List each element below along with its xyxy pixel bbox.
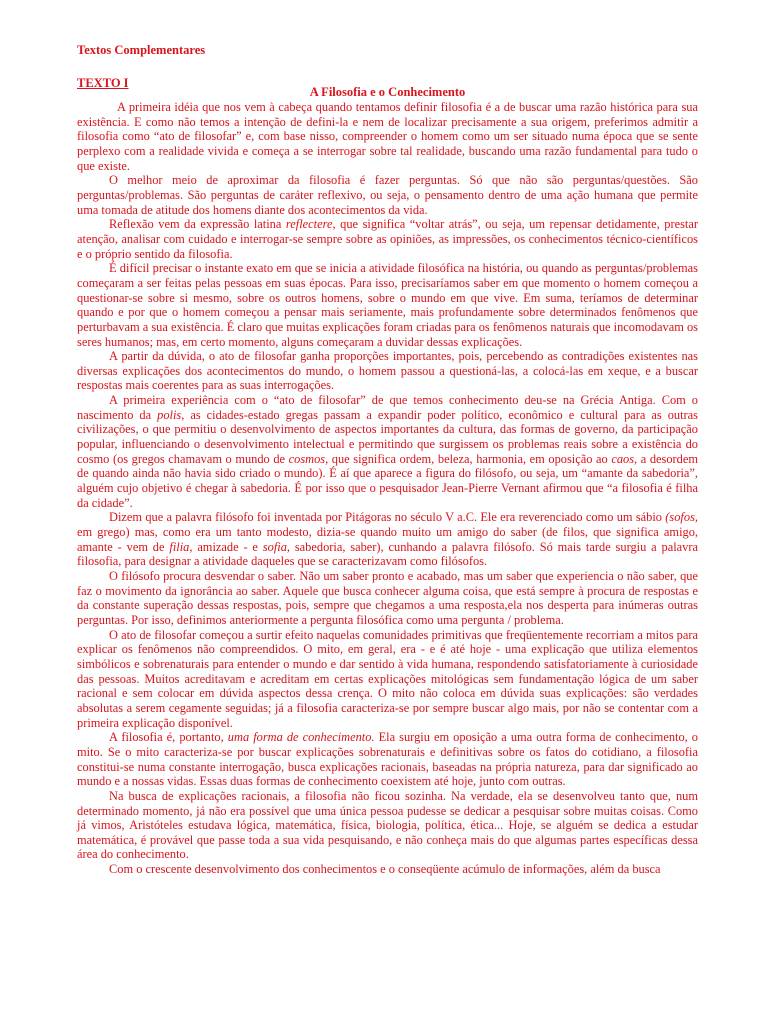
document-heading: Textos Complementares (77, 43, 206, 57)
text-run: Reflexão vem da expressão latina (109, 217, 286, 232)
article-body (77, 100, 698, 877)
text-run: , que significa “voltar atrás”, ou seja, um repensar detidamente, prestar atenção, analisar com cuidado e interrogar-se sempre sobre as opiniões, as impressões, os conhecimentos técnico-científicos e o próprio sentido da filosofia. (77, 217, 698, 261)
italic-term: sofia, (262, 539, 290, 554)
paragraph (77, 730, 698, 789)
text-run: O filósofo procura desvendar o saber. Não um saber pronto e acabado, mas um saber que experiencia o não saber, que faz o movimento da ignorância ao saber. Aquele que busca conhecer alguma coisa, que está sempre à procura de respostas e da constante superação dessas respostas, pois, sempre que chegamos a uma resposta,ela nos desperta para inúmeras outras perguntas. Por isso, definimos anteriormente a pergunta filosófica como uma pergunta / problema. (77, 569, 698, 627)
italic-term: reflectere (285, 217, 333, 232)
paragraph (77, 349, 698, 393)
italic-term: cosmos (288, 451, 326, 466)
text-run: O melhor meio de aproximar da filosofia é fazer perguntas. Só que não são perguntas/questões. São perguntas/problemas. São perguntas de caráter reflexivo, ou seja, o pensamento dentro de uma ação humana que permite uma tomada de atitude dos homens diante dos acontecimentos da vida. (77, 173, 698, 217)
paragraph (77, 393, 698, 510)
paragraph (77, 261, 698, 349)
italic-term: (sofos (665, 510, 695, 525)
paragraph (77, 173, 698, 217)
text-run: , que significa ordem, beleza, harmonia, em oposição ao (325, 451, 612, 466)
paragraph (77, 510, 698, 569)
article-title: A Filosofia e o Conhecimento (309, 85, 466, 99)
text-run: A primeira experiência com o “ato de filosofar” de que temos conhecimento deu-se na Grécia Antiga. Com o nascimento da (77, 393, 698, 422)
italic-term: filia, (169, 539, 193, 554)
text-run: Ela surgiu em oposição a uma outra forma de conhecimento, o mito. Se o mito caracteriza-se por buscar explicações sobrenaturais e definitivas sobre os fatos do cotidiano, a filosofia constitui-se numa constante interrogação, busca explicações racionais, baseadas na própria natureza, para dar significado ao mundo e a nossas vidas. Essas duas formas de conhecimento coexistem até hoje, junto com outras. (77, 730, 699, 789)
italic-term: uma forma de conhecimento. (227, 730, 375, 745)
italic-term: polis (157, 407, 182, 422)
text-run: Na busca de explicações racionais, a filosofia não ficou sozinha. Na verdade, ela se desenvolveu tanto que, num determinado momento, já não era possível que uma única pessoa pudesse se dedicar a pesquisar sobre muitas coisas. Como já vimos, Aristóteles estudava lógica, matemática, física, biologia, política, ética... Hoje, se alguém se dedica a estudar matemática, é provável que passe toda a sua vida pesquisando, e não conheça mais do que algumas partes específicas dessa área do conhecimento. (77, 788, 698, 862)
text-run: A partir da dúvida, o ato de filosofar ganha proporções importantes, pois, percebendo as contradições existentes nas diversas explicações dos acontecimentos do mundo, o homem passou a questioná-las, a colocá-las em xeque, e a buscar respostas mais coerentes para as suas interrogações. (77, 349, 698, 393)
text-run: Dizem que a palavra filósofo foi inventada por Pitágoras no século V a.C. Ele era reverenciado como um sábio (109, 510, 666, 525)
text-run: , as cidades-estado gregas passam a expandir poder político, econômico e cultural para as outras civilizações, o que permitiu o desenvolvimento de aspectos importantes da cultura, das formas de governo, da participação popular, influenciando o desenvolvimento intelectual e permitindo que surgissem os problemas reais sobre a existência do cosmo (os gregos chamavam o mundo de (77, 407, 698, 466)
text-run: A primeira idéia que nos vem à cabeça quando tentamos definir filosofia é a de buscar uma razão histórica para sua existência. E como não temos a intenção de defini-la e nem de localizar precisamente a sua origem, preferimos admitir a filosofia como “ato de filosofar” e, com base nisso, compreender o homem como um ser situado numa época que se sente perplexo com a realidade vivida e começa a se interrogar sobre tal realidade, buscando uma razão fundamental para tudo o que existe. (77, 100, 698, 173)
paragraph (77, 569, 698, 628)
text-run: , a desordem de quando ainda não havia sido criado o mundo). É aí que aparece a figura do filósofo, ou seja, um “amante da sabedoria”, alguém cujo objetivo é chegar à sabedoria. É por isso que o pesquisador Jean-Pierre Vernant afirmou que “a filosofia é filha da cidade”. (77, 451, 698, 510)
text-run: amizade - e (192, 539, 263, 554)
text-run: O ato de filosofar começou a surtir efeito naquelas comunidades primitivas que freqüentemente recorriam a mitos para explicar os fenômenos não compreendidos. O mito, em geral, era - e é até hoje - uma explicação que utiliza elementos simbólicos e sobrenaturais para entender o mundo e dar sentido à vida humana, respondendo satisfatoriamente à curiosidade das pessoas. Muitos acreditavam e acreditam em certas explicações mitológicas sem fundamentação lógica de um saber racional e sem colocar em dúvida aspectos dessa crença. O mito não coloca em dúvida suas explicações: são verdades absolutas a serem cegamente seguidas; já a filosofia caracteriza-se por sempre buscar algo mais, por não se contentar com a primeira explicação disponível. (77, 627, 698, 730)
text-run: É difícil precisar o instante exato em que se inicia a atividade filosófica na história, ou quando as perguntas/problemas começaram a ser feitas pelas pessoas em suas épocas. Para isso, precisaríamos saber em que momento o homem começou a questionar-se sobre si mesmo, sobre os outros homens, sobre o mundo em que vive. Em suma, teríamos de determinar quando e por que o homem começou a pensar mais seriamente, mais profundamente sobre determinados fenômenos que perturbavam a sua existência. É claro que muitas explicações foram criadas para os fenômenos naturais que incomodavam os seres humanos; mas, em certo momento, alguns começaram a duvidar dessas explicações. (77, 261, 698, 349)
text-run: A filosofia é, portanto, (109, 730, 228, 745)
paragraph (77, 789, 698, 862)
italic-term: caos (611, 451, 635, 466)
text-run: Com o crescente desenvolvimento dos conhecimentos e o conseqüente acúmulo de informações, além da busca (109, 862, 661, 877)
text-run: sabedoria, saber), cunhando a palavra filósofo. Só mais tarde surgiu a palavra filosofia, para designar a atividade daqueles que se caracterizavam como filósofos. (77, 539, 698, 569)
text-run: , em grego) mas, como era um tanto modesto, dizia-se quando muito um amigo do saber (de filos, que significa amigo, amante - vem de (77, 510, 698, 554)
paragraph (77, 628, 698, 731)
paragraph (77, 862, 698, 877)
paragraph (77, 217, 698, 261)
paragraph (77, 100, 698, 173)
section-label: TEXTO I (77, 76, 129, 90)
